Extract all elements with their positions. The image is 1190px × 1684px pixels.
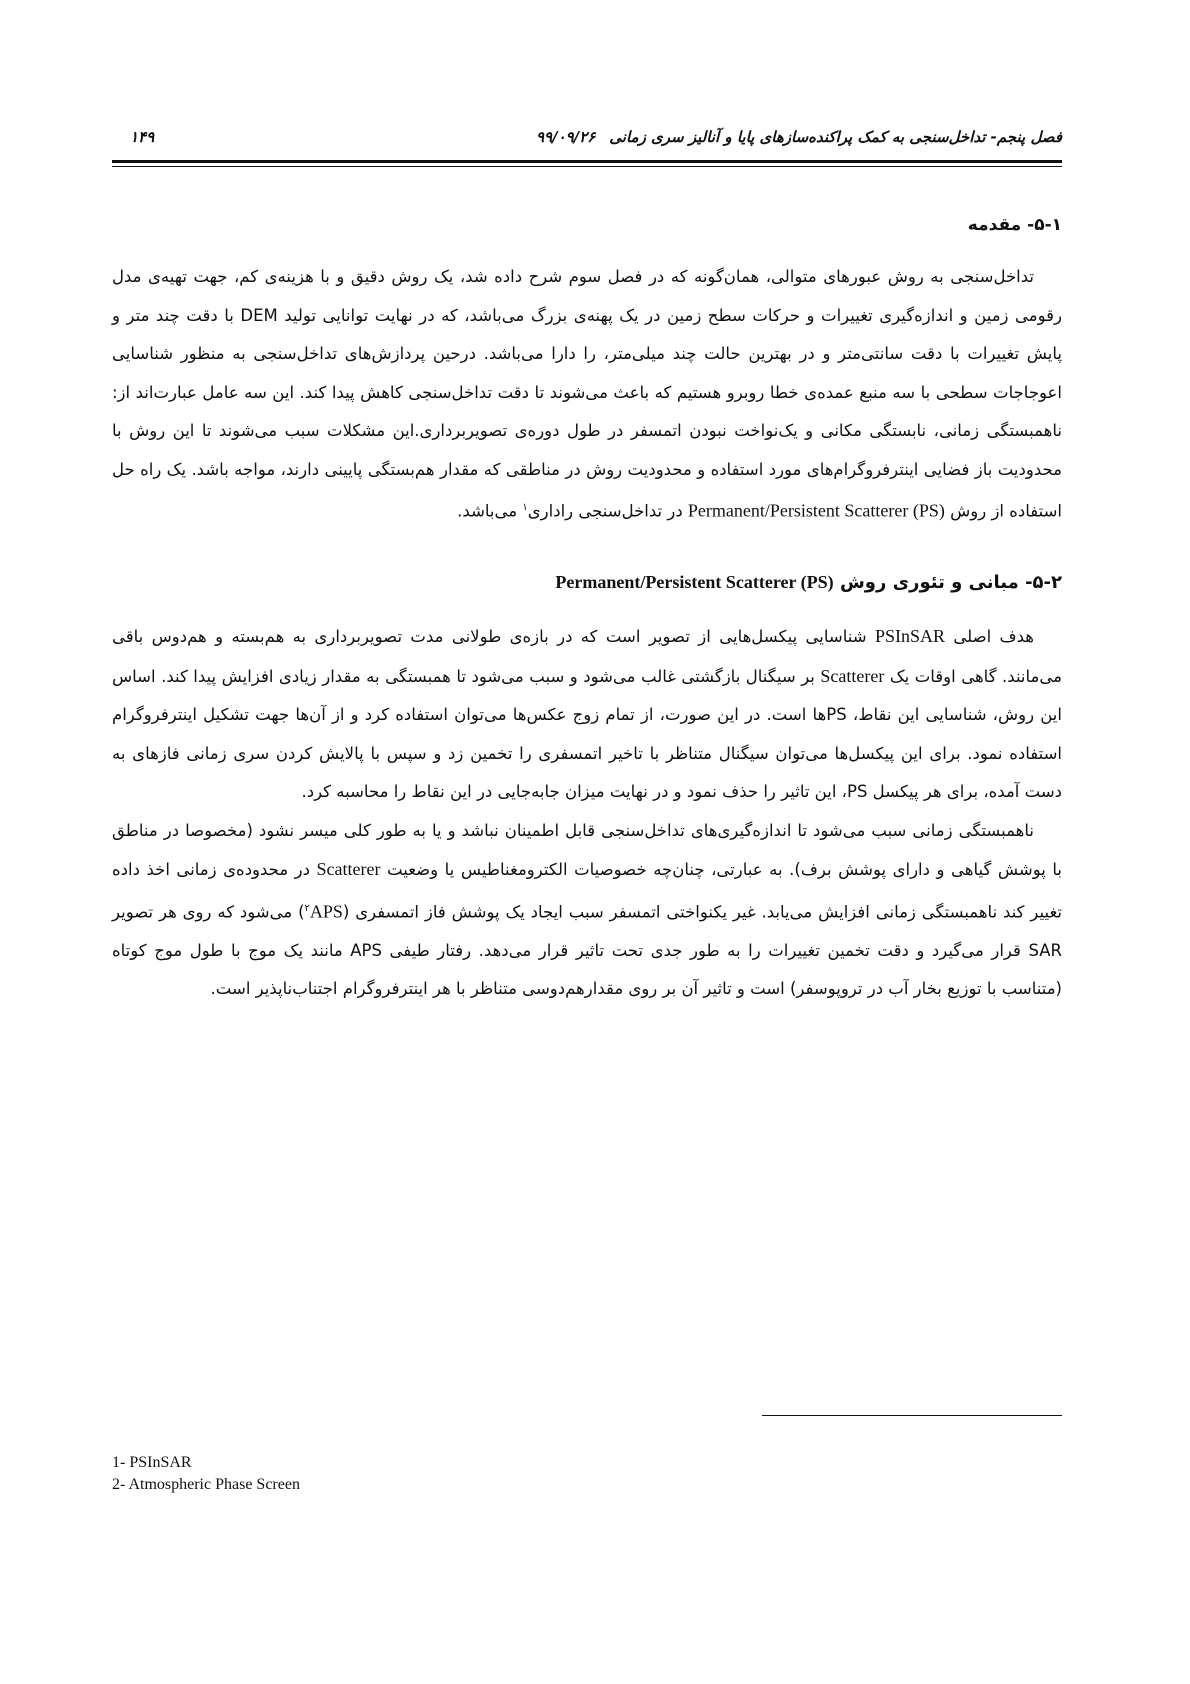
- ps-term: Permanent/Persistent Scatterer (PS): [687, 500, 945, 521]
- running-title: فصل پنجم- تداخل‌سنجی به کمک پراکنده‌سازهای پایا و آنالیز سری زمانی۹۹/۰۹/۲۶: [536, 128, 1062, 146]
- footnote-ref-1: ۱: [522, 502, 528, 513]
- ps-theory-paragraph-2: ناهمبستگی زمانی سبب می‌شود تا اندازه‌گیری‌های تداخل‌سنجی قابل اطمینان نباشد و یا به طور کلی میسر نشود (مخصوصا در مناطق با پوشش گیاهی و دارای پوشش برف). به عبارتی، چنان‌چه خصوصیات الکترومغناطیس یا وضعیت Scatterer در محدوده‌ی زمانی اخذ داده تغییر کند ناهمبستگی زمانی افزایش می‌یابد. غیر یکنواختی اتمسفر سبب ایجاد یک پوشش فاز اتمسفری (APS$^۲$) می‌شود که روی هر تصویر SAR قرار می‌گیرد و دقت تخمین تغییرات را به طور جدی تحت تاثیر قرار می‌دهد. رفتار طیفی APS مانند یک موج با طول موج کوتاه (متناسب با توزیع بخار آب در تروپوسفر) است و تاثیر آن بر روی مقدارهم‌دوسی متناظر با هر اینترفروگرام اجتناب‌ناپذیر است.: [112, 820, 1062, 998]
- introduction-paragraph: تداخل‌سنجی به روش عبورهای متوالی، همان‌گونه که در فصل سوم شرح داده شد، یک روش دقیق و با هزینه‌ی کم، جهت تهیه‌ی مدل رقومی زمین و اندازه‌گیری تغییرات و حرکات سطح زمین در یک پهنه‌ی بزرگ می‌باشد، که در نهایت توانایی تولید DEM با دقت چند متر و پایش تغییرات با دقت سانتی‌متر و در بهترین حالت چند میلی‌متر، را دارا می‌باشد. درحین پردازش‌های تداخل‌سنجی به منظور شناسایی اعوجاجات سطحی با سه منبع عمده‌ی خطا روبرو هستیم که باعث می‌شوند تا دقت تداخل‌سنجی کاهش پیدا کند. این سه عامل عبارت‌اند از: ناهمبستگی زمانی، نابستگی مکانی و یک‌نواخت نبودن اتمسفر در طول دوره‌ی تصویربرداری.این مشکلات سبب می‌شوند تا این روش با محدودیت باز فضایی اینترفروگرام‌های مورد استفاده و محدودیت روش در مناطقی که مقدار هم‌بستگی پایینی دارند، مواجه باشد. یک راه حل استفاده از روش Permanent/Persistent Scatterer (PS) در تداخل‌سنجی راداری$^۱$ می‌باشد.: [112, 267, 1062, 521]
- section-heading-introduction: ۵-۱- مقدمه: [967, 215, 1062, 235]
- footnote-separator: [762, 1415, 1062, 1416]
- footnote-1: 1- PSInSAR: [112, 1454, 192, 1471]
- footnotes: [112, 1452, 612, 1496]
- footnote-ref-2: ۲: [304, 902, 310, 914]
- header-date: ۹۹/۰۹/۲۶: [536, 128, 596, 146]
- page-number: ۱۴۹: [130, 128, 155, 146]
- page-header: [112, 128, 1062, 154]
- body-text: [112, 210, 1062, 1009]
- header-rule-thin: [112, 166, 1062, 167]
- section-heading-ps-theory: ۵-۲- مبانی و تئوری روش Permanent/Persistent Scatterer (PS): [555, 572, 1062, 593]
- ps-theory-paragraph-1: هدف اصلی PSInSAR شناسایی پیکسل‌هایی از تصویر است که در بازه‌ی طولانی مدت تصویربرداری به هم‌بسته و هم‌دوس باقی می‌مانند. گاهی اوقات یک Scatterer بر سیگنال بازگشتی غالب می‌شود و سبب می‌شود تا همبستگی به مقدار زیادی افزایش پیدا کند. اساس این روش، شناسایی این نقاط، PSها است. در این صورت، از تمام زوج عکس‌ها می‌توان استفاده کرد و از آن‌ها جهت تشکیل اینترفروگرام استفاده نمود. برای این پیکسل‌ها می‌توان سیگنال متناظر با تاخیر اتمسفری را تخمین زد و سپس با پالایش کردن سری زمانی فازهای به دست آمده، برای هر پیکسل PS، این تاثیر را حذف نمود و در نهایت میزان جابه‌جایی در این نقاط را محاسبه کرد.: [112, 626, 1062, 801]
- footnote-2: 2- Atmospheric Phase Screen: [112, 1476, 300, 1493]
- header-rule-thick: [112, 160, 1062, 163]
